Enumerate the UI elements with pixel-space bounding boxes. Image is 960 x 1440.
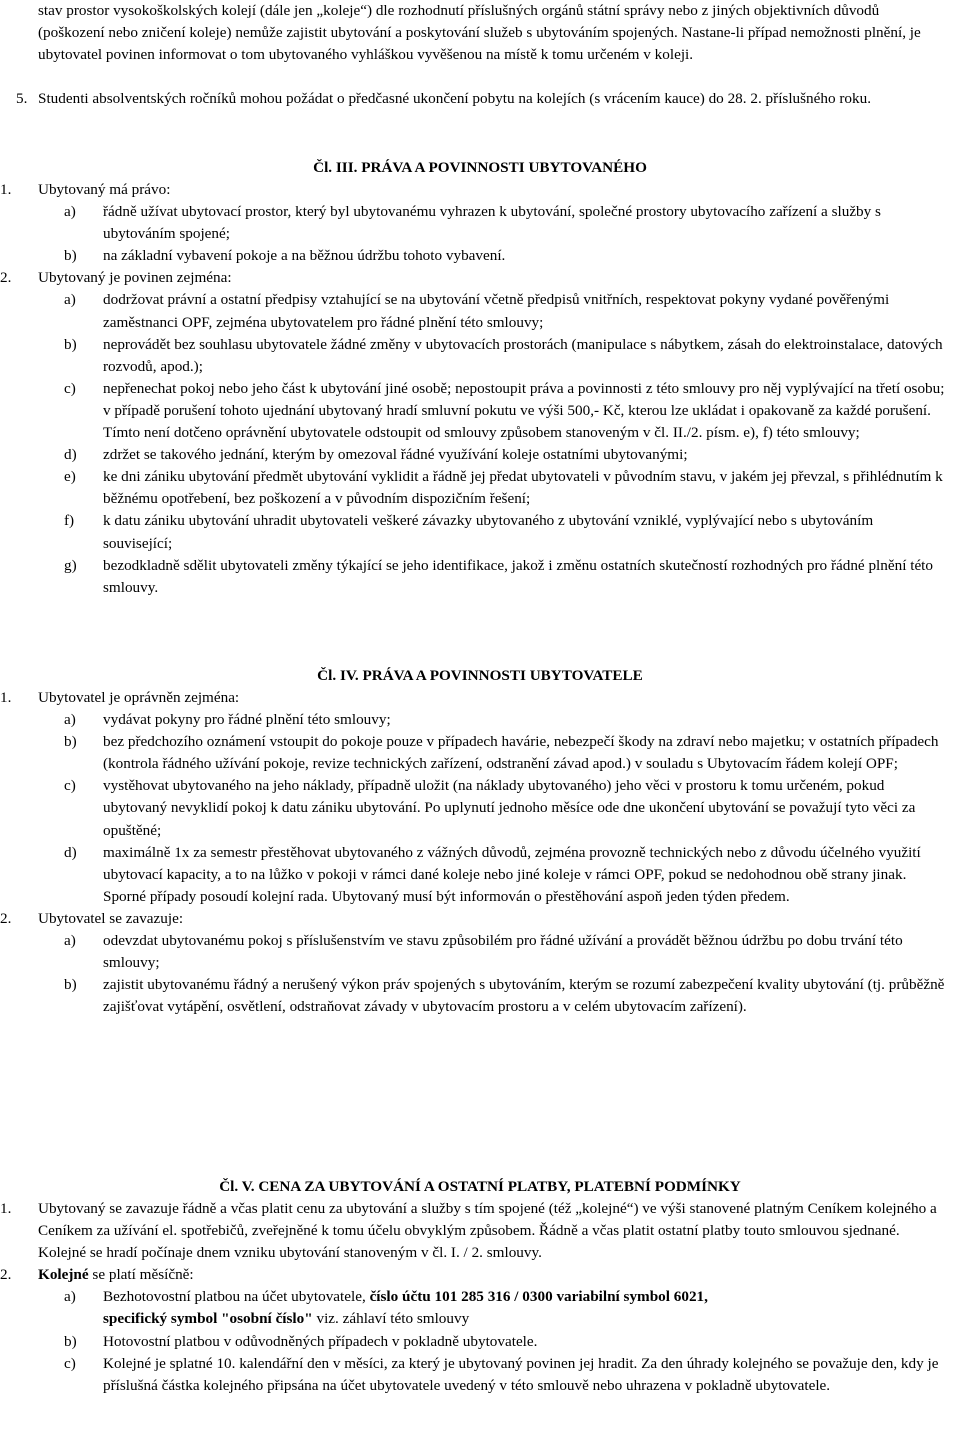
- list-item: [0, 930, 960, 974]
- point-number: 2.: [0, 909, 12, 927]
- list-item: [0, 289, 960, 333]
- bold-term: Kolejné: [38, 1266, 89, 1284]
- item-letter: a): [64, 1288, 76, 1306]
- list-item: [0, 709, 960, 731]
- section-4-point-1-list: [0, 709, 960, 908]
- list-item: [0, 201, 960, 245]
- item-text: neprovádět bez souhlasu ubytovatele žádné změny v ubytovacích prostorách (manipulace s nábytkem, zásah do elektroinstalace, datových rozvodů, apod.);: [103, 335, 943, 375]
- list-item: [0, 775, 960, 841]
- point-number: 2.: [0, 1266, 12, 1284]
- intro-paragraph-4: stav prostor vysokoškolských kolejí (dále jen „koleje“) dle rozhodnutí příslušných orgánů státní správy nebo z jiných objektivních důvodů (poškození nebo zničení koleje) nemůže zajistit ubytování a poskytování služeb s ubytováním spojených. Nastane-li případ nemožnosti plnění, je ubytovatel povinen informovat o tom ubytovaného vyhláškou vyvěšenou na místě k tomu určeném v koleji.: [38, 2, 921, 64]
- intro-item-5: [0, 88, 960, 110]
- list-item: [0, 731, 960, 775]
- item-text: nepřenechat pokoj nebo jeho část k ubytování jiné osobě; nepostoupit práva a povinnosti z této smlouvy pro něj vyplývající na třetí osobu; v případě porušení tohoto ujednání ubytovaný hradí smluvní pokutu ve výši 500,- Kč, kterou lze ukládat i opakovaně za každé porušení. Tímto není dotčeno oprávnění ubytovatele odstoupit od smlouvy způsobem stanoveným v čl. II./2. písm. e), f) této smlouvy;: [103, 379, 945, 442]
- point-number: 1.: [0, 181, 12, 198]
- account-number: číslo účtu 101 285 316 / 0300 variabilní symbol 6021,: [369, 1288, 708, 1306]
- point-number: 1.: [0, 689, 12, 706]
- item-text-part: viz. záhlaví této smlouvy: [312, 1310, 470, 1328]
- item-letter: b): [64, 335, 77, 353]
- list-item: [0, 466, 960, 510]
- point-text: Ubytovaný má právo:: [38, 181, 171, 198]
- point-text: Ubytovatel je oprávněn zejména:: [38, 689, 240, 706]
- item-text: bezodkladně sdělit ubytovateli změny týkající se jeho identifikace, jakož i změnu ostatních skutečností rozhodných pro řádné plnění této smlouvy.: [103, 556, 933, 596]
- specific-symbol: specifický symbol "osobní číslo": [103, 1310, 313, 1328]
- item-text: řádně užívat ubytovací prostor, který byl ubytovanému vyhrazen k ubytování, společné prostory ubytovacího zařízení a služby s ubytováním spojené;: [103, 203, 881, 243]
- section-3-point-2-list: [0, 289, 960, 598]
- list-item: [0, 378, 960, 444]
- list-item: [0, 842, 960, 908]
- list-item: [0, 1331, 960, 1353]
- section-3: [0, 157, 960, 599]
- item-letter: b): [64, 1332, 77, 1350]
- item-letter: b): [64, 976, 77, 994]
- item-letter: c): [64, 777, 76, 795]
- item-text: dodržovat právní a ostatní předpisy vztahující se na ubytování včetně předpisů vnitřních, respektovat pokyny vydané pověřenými zaměstnanci OPF, zejména ubytovatelem pro řádné plnění této smlouvy;: [103, 291, 890, 331]
- section-3-point-1-list: [0, 201, 960, 267]
- point-number: 2.: [0, 269, 12, 287]
- item-text: zajistit ubytovanému řádný a nerušený výkon práv spojených s ubytováním, kterým se rozumí zabezpečení kvality ubytování (tj. průběžně zajišťovat vytápění, osvětlení, odstraňovat závady v ubytovacím prostoru a v celém ubytovacím zařízení).: [103, 976, 945, 1016]
- item-text: [103, 1286, 946, 1330]
- list-item: [0, 1286, 960, 1330]
- section-5: [0, 1176, 960, 1397]
- item-letter: b): [64, 247, 77, 265]
- point-text: Ubytovatel se zavazuje:: [38, 909, 184, 927]
- point-text: Ubytovaný je povinen zejména:: [38, 269, 232, 287]
- item-letter: g): [64, 556, 77, 574]
- item-letter: a): [64, 932, 76, 950]
- item-letter: c): [64, 1354, 76, 1372]
- point-text: Ubytovaný se zavazuje řádně a včas platit cenu za ubytování a služby s tím spojené (též „kolejné“) ve výši stanovené platným Ceníkem kolejného a Ceníkem za užívání el. spotřebičů, zveřejněné k tomu účelu obvyklým způsobem. Řádně a včas platit ostatní platby touto smlouvou sjednané. Kolejné se hradí počínaje dnem vzniku ubytování stanoveným v čl. I. / 2. smlouvy.: [38, 1200, 937, 1262]
- item-letter: a): [64, 711, 76, 729]
- item-letter: a): [64, 291, 76, 309]
- item-letter: b): [64, 733, 77, 751]
- item-text: odevzdat ubytovanému pokoj s příslušenstvím ve stavu způsobilém pro řádné užívání a provádět běžnou údržbu po dobu trvání této smlouvy;: [103, 932, 903, 972]
- item-text: Kolejné je splatné 10. kalendářní den v měsíci, za který je ubytovaný povinen jej hradit. Za den úhrady kolejného se považuje den, kdy je příslušná částka kolejného připsána na účet ubytovatele uvedený v této smlouvě nebo uhrazena v pokladně ubytovatele.: [103, 1354, 939, 1394]
- section-4-point-2-list: [0, 930, 960, 1018]
- list-item: [0, 245, 960, 267]
- item-text-part: Bezhotovostní platbou na účet ubytovatele,: [103, 1288, 370, 1306]
- point-text-rest: se platí měsíčně:: [88, 1266, 194, 1284]
- item-letter: c): [64, 379, 76, 397]
- item-text: maximálně 1x za semestr přestěhovat ubytovaného z vážných důvodů, zejména provozně technických nebo z důvodu účelného využití ubytovací kapacity, a to na lůžko v pokoji v rámci dané koleje nebo jiné koleje v rámci OPF, pokud se nedohodnou obě strany jinak. Sporné případy posoudí kolejní rada. Ubytovaný musí být informován o přestěhování aspoň jeden týden předem.: [103, 843, 921, 905]
- section-heading: Čl. IV. PRÁVA A POVINNOSTI UBYTOVATELE: [317, 667, 643, 684]
- item-letter: e): [64, 468, 76, 486]
- section-heading: Čl. III. PRÁVA A POVINNOSTI UBYTOVANÉHO: [313, 159, 647, 176]
- item-letter: d): [64, 446, 77, 464]
- item-letter: f): [64, 512, 75, 530]
- item-text: Studenti absolventských ročníků mohou požádat o předčasné ukončení pobytu na kolejích (s vrácením kauce) do 28. 2. příslušného roku.: [38, 90, 871, 107]
- item-text: bez předchozího oznámení vstoupit do pokoje pouze v případech havárie, nebezpečí škody na zdraví nebo majetku; v ostatních případech (kontrola řádného užívání pokoje, revize technických zařízení, odstranění závad apod.) v souladu s Ubytovacím řádem kolejí OPF;: [103, 733, 939, 773]
- section-heading: Čl. V. CENA ZA UBYTOVÁNÍ A OSTATNÍ PLATBY, PLATEBNÍ PODMÍNKY: [219, 1178, 741, 1195]
- item-letter: d): [64, 843, 77, 861]
- point-text: [38, 1264, 960, 1286]
- list-item: [0, 334, 960, 378]
- item-text: vydávat pokyny pro řádné plnění této smlouvy;: [103, 711, 391, 729]
- list-item: [0, 555, 960, 599]
- intro-block: [38, 0, 946, 66]
- section-4: [0, 665, 960, 1018]
- item-text: zdržet se takového jednání, kterým by omezoval řádné využívání koleje ostatními ubytovanými;: [103, 446, 688, 464]
- item-text: ke dni zániku ubytování předmět ubytování vyklidit a řádně jej předat ubytovateli v původním stavu, v jakém jej převzal, s přihlédnutím k běžnému opotřebení, bez poškození a v původním dispozičním řešení;: [103, 468, 943, 508]
- list-item: [0, 1353, 960, 1397]
- list-item: [0, 444, 960, 466]
- item-text: k datu zániku ubytování uhradit ubytovateli veškeré závazky ubytovaného z ubytování vzniklé, vyplývající nebo s ubytováním související;: [103, 512, 874, 552]
- item-letter: a): [64, 203, 76, 221]
- item-text: na základní vybavení pokoje a na běžnou údržbu tohoto vybavení.: [103, 247, 506, 265]
- list-item: [0, 974, 960, 1018]
- point-number: 1.: [0, 1200, 12, 1217]
- item-text: Hotovostní platbou v odůvodněných případech v pokladně ubytovatele.: [103, 1332, 538, 1350]
- item-text: vystěhovat ubytovaného na jeho náklady, případně uložit (na náklady ubytovaného) jeho věci v prostoru k tomu určeném, pokud ubytovaný nevyklidí pokoj k datu zániku ubytování. Po uplynutí jednoho měsíce ode dne ukončení ubytování se považují tyto věci za opuštěné;: [103, 777, 916, 839]
- item-number: 5.: [16, 90, 28, 107]
- list-item: [0, 510, 960, 554]
